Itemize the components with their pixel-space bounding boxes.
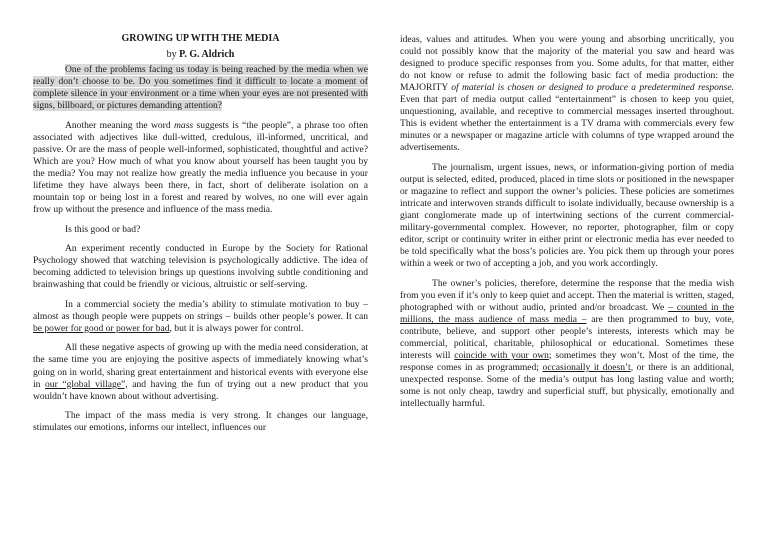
text-run: Another meaning the word bbox=[65, 119, 175, 131]
italic-text: of material is chosen or designed to produce a predetermined response. bbox=[451, 82, 734, 94]
paragraph-8 bbox=[400, 34, 734, 154]
underlined-text: occasionally it doesn’t bbox=[542, 362, 631, 374]
paragraph-7: The impact of the mass media is very strong. It changes our language, stimulates our emotions, informs our intellect, influences our bbox=[33, 410, 368, 434]
text-run: ; sometimes they won’t. Most of the time, the response comes in as programmed; bbox=[400, 350, 734, 374]
left-column bbox=[33, 32, 368, 442]
underlined-text: be power for good or power for bad bbox=[33, 322, 170, 334]
text-run: The owner’s policies, therefore, determine the response that the media wish from you even if it’s only to keep quiet and accept. Then the material is written, staged, photographed with or without audio, printed and/or broadcast. We bbox=[400, 277, 734, 313]
byline bbox=[33, 48, 368, 61]
underlined-text: coincide with your own bbox=[454, 350, 549, 362]
paragraph-6 bbox=[33, 342, 368, 402]
italic-word: mass bbox=[174, 119, 194, 131]
text-run: ideas, values and attitudes. When you were young and absorbing uncritically, you could not possibly know that the majority of the material you saw and heard was designed to produce specific responses from you. Some adults, for that matter, either do not know or refuse to admit the following basic fact of media production: the MAJORITY bbox=[400, 34, 734, 94]
text-run: In a commercial society the media’s ability to stimulate motivation to buy – almost as though people were puppets on strings – builds other people’s power. It can bbox=[33, 298, 368, 322]
text-run: Even that part of media output called “entertainment” is chosen to keep you quiet, unquestioning, available, and receptive to commercial messages inserted throughout. This is evident whether the entertainment is a TV drama with commercials every few minutes or a newspaper or magazine article with columns of type wrapped around the advertisements. bbox=[400, 94, 734, 154]
text-run: and having the fun of trying out a new product that you wouldn’t have known about without advertising. bbox=[33, 378, 368, 402]
right-column bbox=[400, 34, 734, 418]
paragraph-5 bbox=[33, 299, 368, 335]
text-run: All these negative aspects of growing up with the media need consideration, at the same time you are enjoying the positive aspects of immediately knowing what’s going on in world, sharing great entertainment and historical events with everyone else in bbox=[33, 342, 368, 390]
text-run: , but it is always power for control. bbox=[169, 322, 304, 334]
paragraph-1-highlighted bbox=[33, 64, 368, 112]
highlighted-text: One of the problems facing us today is being reached by the media when we really don’t choose to be. Do you sometimes find it difficult to locate a moment of complete silence in your environment or a time when your eyes are not presented with signs, billboard, or pictures demanding attention? bbox=[33, 64, 368, 112]
paragraph-9: The journalism, urgent issues, news, or information-giving portion of media output is selected, edited, produced, placed in time slots or positioned in the newspaper or magazine to reflect and support the owner’s policies. These policies are sometimes intricate and interwoven strands difficult to isolate individually, because ownership is a giant conglomerate made up of intertwining sections of the current commercial-military-governmental complex. However, no reporter, photographer, film or copy editor, script or continuity writer in either print or electronic media has ever needed to be told specifically what the boss’s policies are. You pick them up through your pores within a week or two of accepting a job, and you work accordingly. bbox=[400, 161, 734, 270]
paragraph-10 bbox=[400, 278, 734, 411]
byline-prefix: by bbox=[166, 49, 177, 60]
underlined-text: – counted in the millions, the mass audience of mass media – bbox=[400, 301, 734, 326]
text-run: are then programmed to buy, vote, contribute, believe, and support other people’s interests, interests which may be commercial, political, charitable, philosophical or educational. Sometimes these interests will bbox=[400, 314, 735, 362]
paragraph-3: Is this good or bad? bbox=[65, 223, 141, 235]
paragraph-2 bbox=[33, 120, 368, 216]
underlined-text: our “global village”, bbox=[45, 378, 128, 390]
text-run: , or there is an additional, unexpected response. Some of the media’s output has long lasting value and worth; some is not only cheap, tawdry and superficial stuff, but physically, emotionally and intellectually harmful. bbox=[400, 362, 734, 410]
paragraph-4: An experiment recently conducted in Europe by the Society for Rational Psychology showed that watching television is psychologically addictive. The idea of becoming addicted to television brings up questions involving subtle conditioning and brainwashing that could be friendly or vicious, altruistic or self-serving. bbox=[33, 243, 368, 291]
article-title: GROWING UP WITH THE MEDIA bbox=[121, 33, 280, 44]
author-name: P. G. Aldrich bbox=[179, 49, 235, 60]
text-run: suggests is “the people”, a phrase too often associated with adjectives like dull-witted, credulous, ill-informed, uncritical, and passive. Or are the mass of people well-informed, sophisticated, thoughtful and active? Which are you? How much of what you know about yourself has been taught you by the media? You may not realize how greatly the media influence you because in your lifetime they have always been there, in fact, short of deliberate isolation on a mountain top or being lost in a forest and reared by wolves, no one will ever again frow up without the presence and influence of the mass media. bbox=[33, 119, 368, 216]
